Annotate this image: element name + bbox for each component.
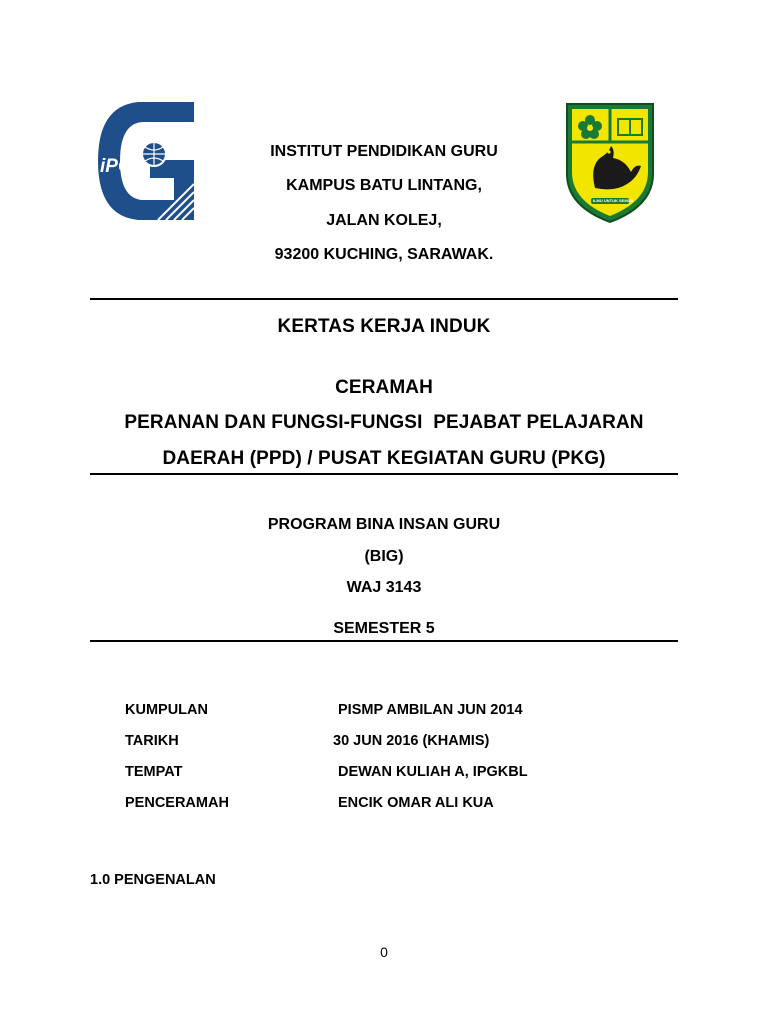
event-title: CERAMAH	[335, 377, 433, 398]
detail-value-tempat: DEWAN KULIAH A, IPGKBL	[338, 764, 528, 780]
ipg-logo-text: iPG	[100, 156, 133, 177]
divider-top	[90, 298, 678, 300]
subject-line-2: DAERAH (PPD) / PUSAT KEGIATAN GURU (PKG)	[162, 448, 606, 469]
divider-middle	[90, 473, 678, 475]
detail-label-tempat: TEMPAT	[125, 764, 183, 780]
section-heading: 1.0 PENGENALAN	[90, 872, 216, 888]
program-code: WAJ 3143	[346, 579, 422, 596]
subject-line-1: PERANAN DAN FUNGSI-FUNGSI PEJABAT PELAJARAN	[124, 412, 644, 433]
document-title: KERTAS KERJA INDUK	[277, 316, 491, 337]
address-line-3: JALAN KOLEJ,	[326, 212, 442, 229]
crest-motto: ILMU UNTUK SEMUA	[593, 198, 634, 203]
program-abbr: (BIG)	[364, 548, 404, 565]
address-line-2: KAMPUS BATU LINTANG,	[286, 177, 482, 194]
detail-value-kumpulan: PISMP AMBILAN JUN 2014	[338, 702, 523, 718]
detail-value-tarikh: 30 JUN 2016 (KHAMIS)	[333, 733, 490, 749]
divider-bottom	[90, 640, 678, 642]
detail-label-kumpulan: KUMPULAN	[125, 702, 208, 718]
program-name: PROGRAM BINA INSAN GURU	[267, 516, 501, 533]
page-number: 0	[380, 944, 388, 960]
ipg-logo	[98, 102, 194, 220]
detail-label-penceramah: PENCERAMAH	[125, 795, 229, 811]
address-line-4: 93200 KUCHING, SARAWAK.	[274, 246, 494, 263]
detail-label-tarikh: TARIKH	[125, 733, 179, 749]
detail-value-penceramah: ENCIK OMAR ALI KUA	[338, 795, 494, 811]
crest-logo	[565, 102, 655, 224]
semester: SEMESTER 5	[333, 620, 435, 637]
address-line-1: INSTITUT PENDIDIKAN GURU	[270, 143, 498, 160]
